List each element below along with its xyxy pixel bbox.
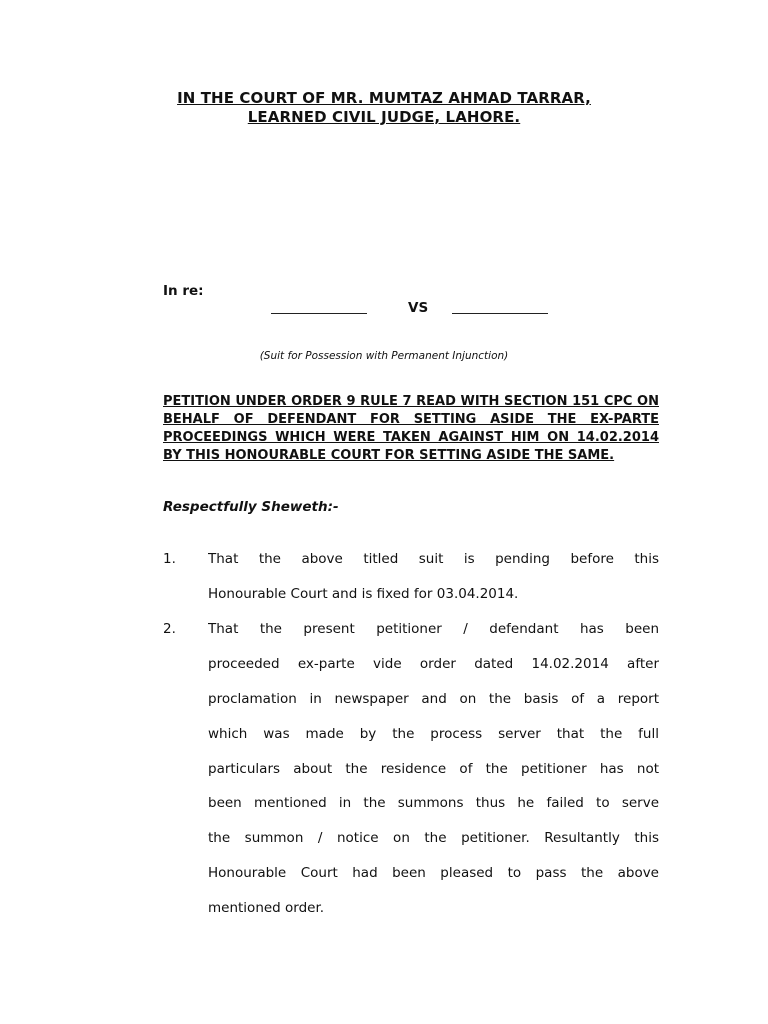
petition-line: BY THIS HONOURABLE COURT FOR SETTING ASIDE THE SAME. [163,448,615,463]
plaintiff-blank-line [271,299,367,314]
petition-heading [163,393,659,465]
defendant-blank-line [452,299,548,314]
in-re-label: In re: [163,283,204,299]
paragraph-line: been mentioned in the summons thus he failed to serve [208,795,659,811]
paragraph-line: That the present petitioner / defendant has been [208,621,659,637]
paragraph-number: 2. [163,621,176,637]
court-title-line-1: IN THE COURT OF MR. MUMTAZ AHMAD TARRAR, [177,89,591,107]
paragraph-line: That the above titled suit is pending before this [208,551,659,567]
versus-label: VS [408,300,429,316]
paragraph-line: which was made by the process server that the full [208,726,659,742]
court-title-line-2: LEARNED CIVIL JUDGE, LAHORE. [247,108,521,126]
petition-line: BEHALF OF DEFENDANT FOR SETTING ASIDE THE EX-PARTE [163,412,659,427]
paragraph-line: particulars about the residence of the petitioner has not [208,761,659,777]
suit-description: (Suit for Possession with Permanent Injunction) [259,350,509,362]
petition-line: PROCEEDINGS WHICH WERE TAKEN AGAINST HIM ON 14.02.2014 [163,430,659,445]
paragraph-line: proclamation in newspaper and on the basis of a report [208,691,659,707]
paragraph-number: 1. [163,551,176,567]
paragraph-line: proceeded ex-parte vide order dated 14.02.2014 after [208,656,659,672]
petition-line: PETITION UNDER ORDER 9 RULE 7 READ WITH SECTION 151 CPC ON [163,394,659,409]
paragraph-line: Honourable Court had been pleased to pass the above [208,865,659,881]
paragraph-line: Honourable Court and is fixed for 03.04.2014. [208,586,519,602]
paragraph-line: the summon / notice on the petitioner. Resultantly this [208,830,659,846]
paragraph-line: mentioned order. [208,900,325,916]
sheweth-heading: Respectfully Sheweth:- [163,499,339,515]
